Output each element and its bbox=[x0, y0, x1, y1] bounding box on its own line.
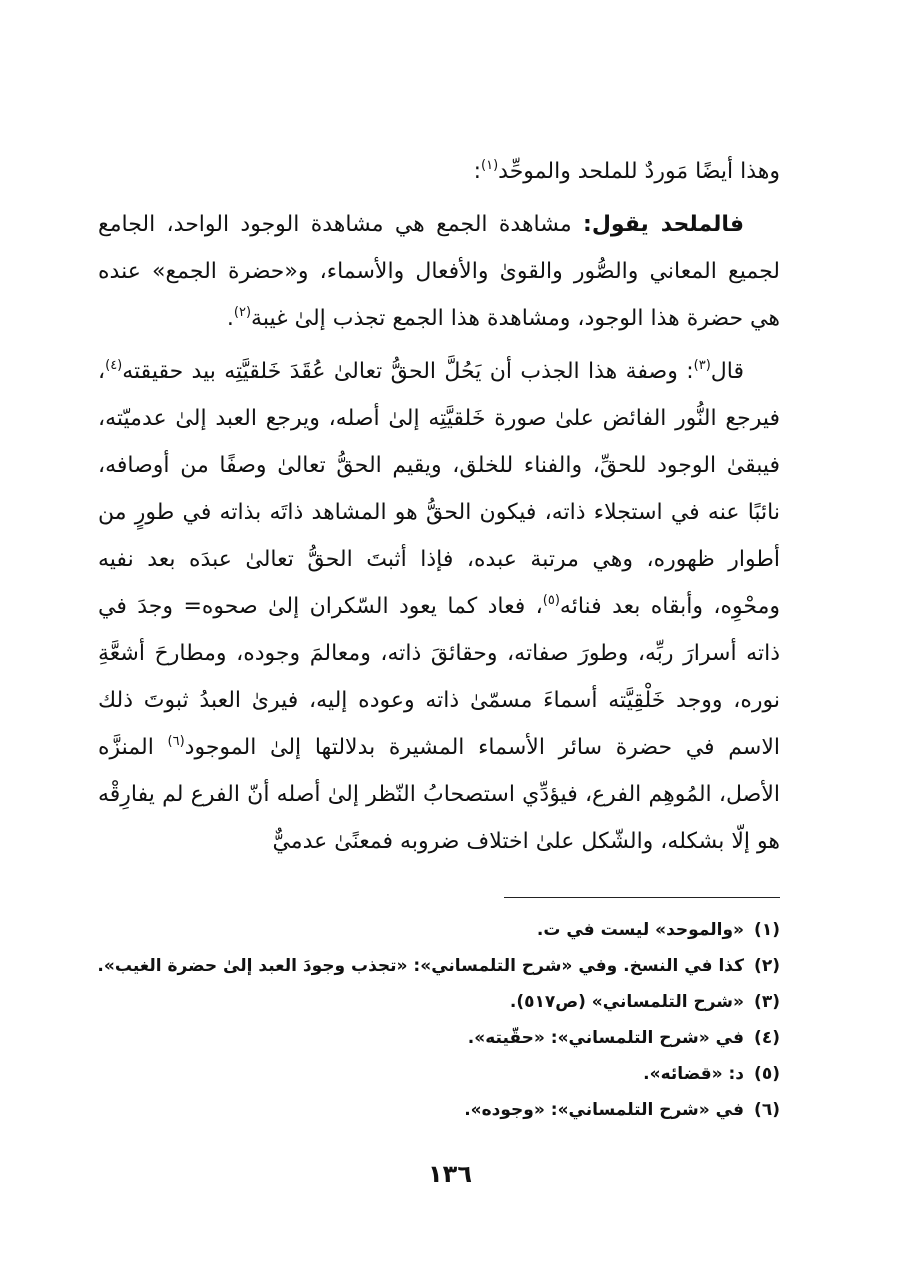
footnote-number: (٦) bbox=[754, 1100, 780, 1120]
footnote-ref-4[interactable]: (٤) bbox=[105, 358, 123, 373]
paragraph-2-lead: فالملحد يقول: bbox=[583, 212, 745, 237]
paragraph-1-tail: : bbox=[473, 159, 481, 184]
paragraph-3-seg-4: ، فعاد كما يعود السّكران إلىٰ صحوه= وجدَ في ذاته أسرارَ ربِّه، وطورَ صفاته، وحقائقَ ذاته، ومعالمَ وجوده، ومطارحَ أشعَّةِ نوره، ووجد خَلْقِيَّته أسماءَ مسمّىٰ ذاته وعوده إليه، فيرىٰ العبدُ ثبوتَ ذلك الاسم في حضرة سائر الأسماء المشيرة بدلالتها إلىٰ الموجود bbox=[98, 594, 780, 760]
main-text bbox=[98, 148, 780, 865]
footnote-ref-3[interactable]: (٣) bbox=[693, 358, 711, 373]
footnote-number: (٤) bbox=[754, 1028, 780, 1048]
paragraph-3-seg-1: قال bbox=[710, 359, 744, 384]
paragraph-2-text: مشاهدة الجمع هي مشاهدة الوجود الواحد، الجامع لجميع المعاني والصُّور والقوىٰ والأفعال والأسماء، و«حضرة الجمع» عنده هي حضرة هذا الوجود، ومشاهدة هذا الجمع تجذب إلىٰ غيبة bbox=[98, 212, 780, 331]
paragraph-2-tail: . bbox=[226, 306, 234, 331]
footnote-text: «والموحد» ليست في ت. bbox=[536, 920, 744, 940]
paragraph-3-seg-5: المنزَّه الأصل، المُوهِم الفرع، فيؤدِّي استصحابُ النّظر إلىٰ أصله أنّ الفرع لم يفارِقْه هو إلّا بشكله، والشّكل علىٰ اختلاف ضروبه فمعنًىٰ عدميٌّ bbox=[98, 735, 780, 854]
footnote-6 bbox=[98, 1092, 780, 1128]
footnote-text: كذا في النسخ. وفي «شرح التلمساني»: «تجذب وجودَ العبد إلىٰ حضرة الغيب». bbox=[97, 956, 744, 976]
footnote-ref-6[interactable]: (٦) bbox=[167, 734, 185, 749]
footnotes-list bbox=[98, 912, 780, 1128]
paragraph-2 bbox=[98, 201, 780, 342]
paragraph-3-seg-2: : وصفة هذا الجذب أن يَحُلَّ الحقُّ تعالىٰ عُقَدَ خَلقيَّتِه بيد حقيقته bbox=[122, 359, 694, 384]
footnote-text: في «شرح التلمساني»: «حقّيته». bbox=[467, 1028, 744, 1048]
footnote-text: د: «قضائه». bbox=[643, 1064, 744, 1084]
footnote-number: (٢) bbox=[754, 956, 780, 976]
footnote-divider bbox=[504, 897, 780, 898]
paragraph-3-seg-3: ، فيرجع النُّور الفائض علىٰ صورة خَلقيَّتِه إلىٰ أصله، ويرجع العبد إلىٰ عدميّته، فيبقىٰ الوجود للحقِّ، والفناء للخلق، ويقيم الحقُّ تعالىٰ وصفًا من أوصافه، نائبًا عنه في استجلاء ذاته، فيكون الحقُّ هو المشاهد ذاتَه بذاته في طورٍ من أطوار ظهوره، وهي مرتبة عبده، فإذا أثبتَ الحقُّ تعالىٰ عبدَه بعد نفيه ومحْوِه، وأبقاه بعد فنائه bbox=[98, 359, 781, 619]
footnote-3 bbox=[98, 984, 780, 1020]
footnote-5 bbox=[98, 1056, 780, 1092]
footnote-text: «شرح التلمساني» (ص٥١٧). bbox=[509, 992, 744, 1012]
paragraph-1 bbox=[98, 148, 780, 195]
footnote-4 bbox=[98, 1020, 780, 1056]
footnote-ref-2[interactable]: (٢) bbox=[233, 305, 252, 320]
page-number: ١٣٦ bbox=[428, 1160, 472, 1188]
footnote-ref-5[interactable]: (٥) bbox=[542, 593, 560, 608]
footnote-number: (١) bbox=[754, 920, 780, 940]
footnote-number: (٥) bbox=[754, 1064, 780, 1084]
footnote-2 bbox=[98, 948, 780, 984]
footnote-number: (٣) bbox=[754, 992, 780, 1012]
footnote-ref-1[interactable]: (١) bbox=[481, 158, 499, 173]
paragraph-1-text: وهذا أيضًا مَوردٌ للملحد والموحِّد bbox=[498, 159, 780, 184]
footnote-text: في «شرح التلمساني»: «وجوده». bbox=[464, 1100, 744, 1120]
footnote-1 bbox=[98, 912, 780, 948]
paragraph-3 bbox=[98, 348, 780, 865]
